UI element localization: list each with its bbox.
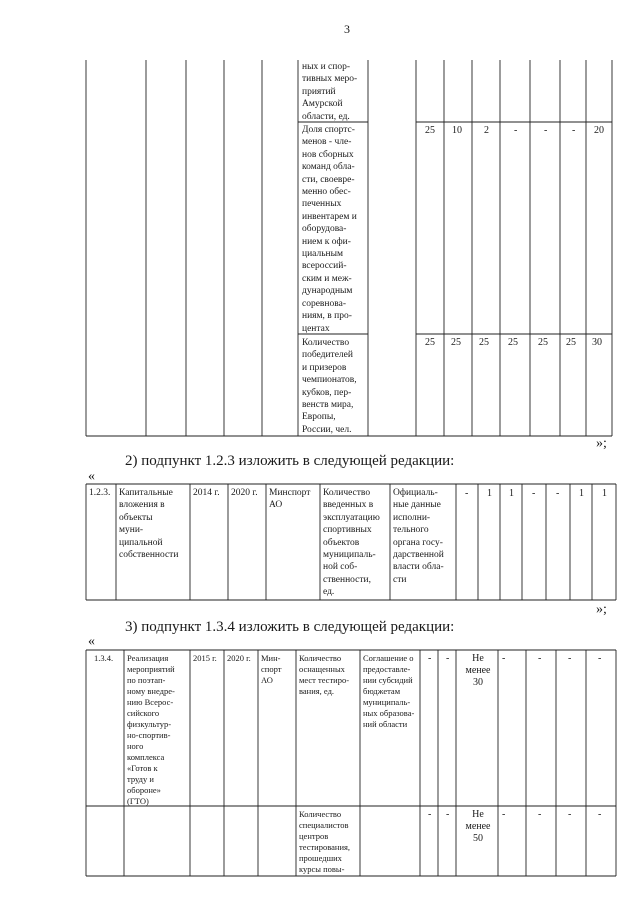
row-value: - xyxy=(532,488,536,499)
open-quote: « xyxy=(88,634,95,649)
row-value: - xyxy=(538,653,542,664)
page-number: 3 xyxy=(344,22,350,36)
table1-row3-value: 25 xyxy=(508,337,518,348)
row-end-year: 2020 г. xyxy=(227,653,251,663)
row-end-year: 2020 г. xyxy=(231,488,258,498)
row-value: - xyxy=(502,653,506,664)
row-value: 1 xyxy=(579,488,584,499)
row2-indicator: Количество специалистов центров тестирования, прошедших курсы повы- xyxy=(299,809,351,874)
row-value: - xyxy=(598,653,602,664)
row-value: Не менее 30 xyxy=(465,653,491,688)
row-value: 1 xyxy=(487,488,492,499)
row-value: - xyxy=(568,653,572,664)
row-value: - xyxy=(446,653,450,664)
row-code: 1.2.3. xyxy=(89,488,111,498)
table1-row3-value: 25 xyxy=(451,337,461,348)
table1-row2-value: 20 xyxy=(594,125,604,136)
table1-row2-value: 2 xyxy=(484,125,489,136)
table1-row2-value: - xyxy=(572,125,576,136)
table1-row1-indicator: ных и спор- тивных меро- приятий Амурской области, ед. xyxy=(302,62,358,122)
row-value: 1 xyxy=(602,488,607,499)
row2-value: - xyxy=(568,809,572,820)
table1-row3-value: 25 xyxy=(425,337,435,348)
row2-value: - xyxy=(446,809,450,820)
closing-quote: »; xyxy=(596,436,607,451)
row-start-year: 2015 г. xyxy=(193,653,217,663)
row-executor: Минспорт АО xyxy=(269,488,311,511)
row2-value: - xyxy=(502,809,506,820)
row2-value: - xyxy=(538,809,542,820)
row-name: Реализация мероприятий по поэтап- ному внедре- нию Всерос- сийского физкультур- но-спортив- ного комплекса «Готов к труду и обороне» (ГТО) xyxy=(127,653,175,806)
row-value: - xyxy=(465,488,469,499)
row-name: Капитальные вложения в объекты муни- ципальной собственности xyxy=(119,488,179,561)
row-executor: Мин- спорт АО xyxy=(261,653,282,685)
table1-row3-value: 25 xyxy=(538,337,548,348)
row2-value: - xyxy=(428,809,432,820)
row-data-source: Официаль- ные данные исполни- тельного органа госу- дарственной власти обла- сти xyxy=(393,488,444,585)
table1-row2-value: - xyxy=(514,125,518,136)
table1-row2-value: 10 xyxy=(452,125,462,136)
row-value: - xyxy=(428,653,432,664)
row-code: 1.3.4. xyxy=(94,653,114,663)
row-value: 1 xyxy=(509,488,514,499)
section2-heading: 2) подпункт 1.2.3 изложить в следующей редакции: xyxy=(125,453,455,469)
table1-row3-indicator: Количество победителей и призеров чемпионатов, кубков, пер- венств мира, Европы, России, чел. xyxy=(302,338,357,435)
table1-row2-value: - xyxy=(544,125,548,136)
table1-row2-value: 25 xyxy=(425,125,435,136)
row-indicator: Количество введенных в эксплуатацию спортивных объектов муниципаль- ной соб- ственности, ед. xyxy=(323,488,380,598)
row-indicator: Количество оснащенных мест тестиро- вания, ед. xyxy=(299,653,350,696)
open-quote: « xyxy=(88,469,95,484)
table1-row3-value: 25 xyxy=(566,337,576,348)
row2-value: - xyxy=(598,809,602,820)
closing-quote: »; xyxy=(596,602,607,617)
row-data-source: Соглашение о предоставле- нии субсидий бюджетам муниципаль- ных образова- ний области xyxy=(363,653,415,729)
table1-row2-indicator: Доля спортс- менов - чле- нов сборных команд обла- сти, своевре- менно обес- печенных инвентарем и оборудова- нием к офи- циальным всероссий- ским и меж- дународным соревнова- ниям, в про- центах xyxy=(302,125,357,334)
row-value: - xyxy=(556,488,560,499)
section3-heading: 3) подпункт 1.3.4 изложить в следующей редакции: xyxy=(125,619,455,635)
table1-row3-value: 25 xyxy=(479,337,489,348)
table1-row3-value: 30 xyxy=(592,337,602,348)
row2-value: Не менее 50 xyxy=(465,809,491,844)
row-start-year: 2014 г. xyxy=(193,488,220,498)
